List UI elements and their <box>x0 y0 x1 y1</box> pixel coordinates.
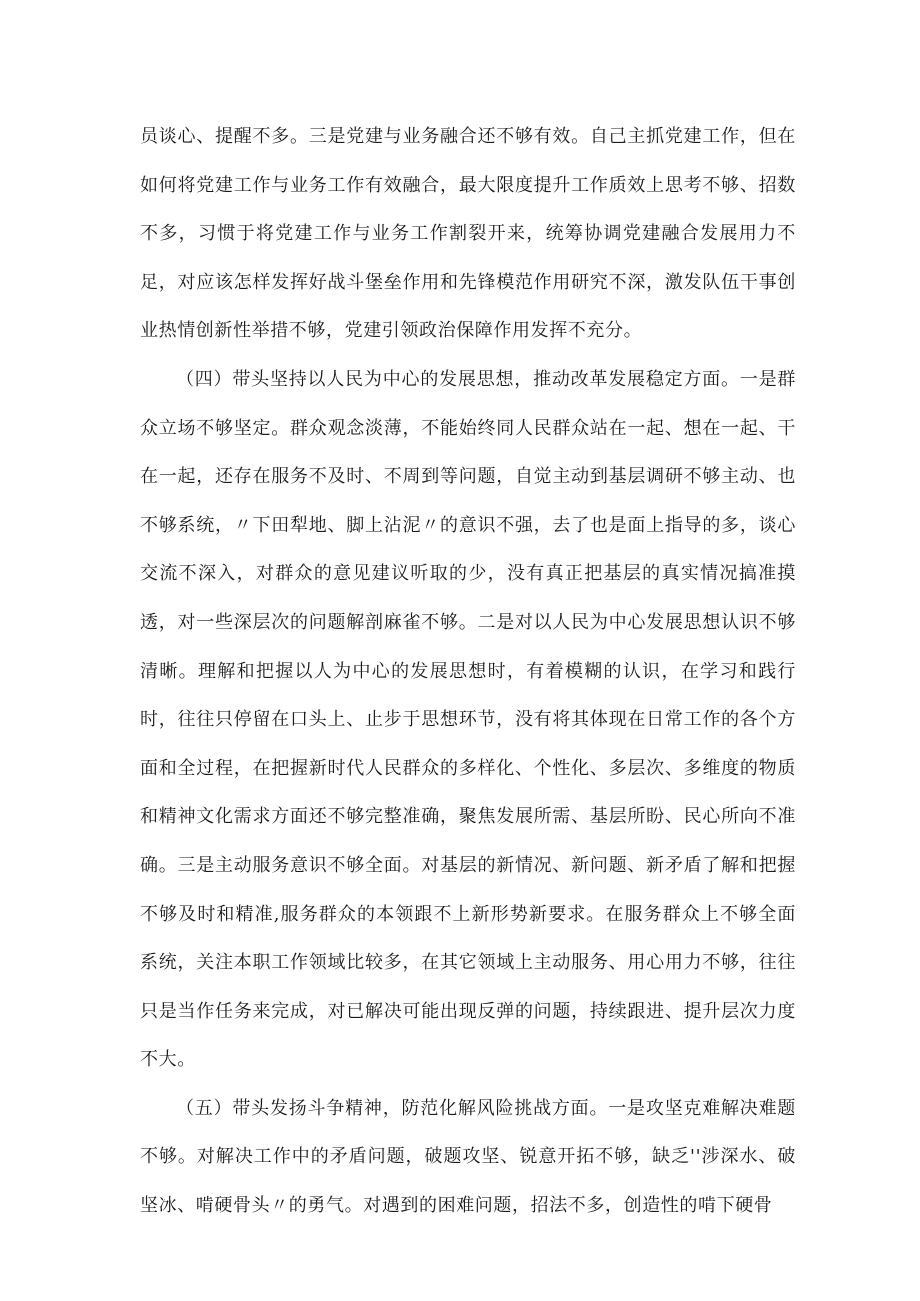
paragraph-fighting-spirit-risk-prevention: （五）带头发扬斗争精神，防范化解风险挑战方面。一是攻坚克难解决难题不够。对解决工作中的矛盾问题，破题攻坚、锐意开拓不够，缺乏''涉深水、破坚冰、啃硬骨头〃的勇气。对遇到的困难问题，招法不多，创造性的啃下硬骨 <box>140 1097 796 1217</box>
paragraph-party-building-integration: 员谈心、提醒不多。三是党建与业务融合还不够有效。自己主抓党建工作，但在如何将党建工作与业务工作有效融合，最大限度提升工作质效上思考不够、招数不多，习惯于将党建工作与业务工作割裂开来，统筹协调党建融合发展用力不足，对应该怎样发挥好战斗堡垒作用和先锋模范作用研究不深，激发队伍干事创业热情创新性举措不够，党建引领政治保障作用发挥不充分。 <box>140 126 796 342</box>
paragraph-people-centered-development: （四）带头坚持以人民为中心的发展思想，推动改革发展稳定方面。一是群众立场不够坚定。群众观念淡薄，不能始终同人民群众站在一起、想在一起、干在一起，还存在服务不及时、不周到等问题，自觉主动到基层调研不够主动、也不够系统，〃下田犁地、脚上沾泥〃的意识不强，去了也是面上指导的多，谈心交流不深入，对群众的意见建议听取的少，没有真正把基层的真实情况搞准摸透，对一些深层次的问题解剖麻雀不够。二是对以人民为中心发展思想认识不够清晰。理解和把握以人为中心的发展思想时，有着模糊的认识，在学习和践行时，往往只停留在口头上、止步于思想环节，没有将其体现在日常工作的各个方面和全过程，在把握新时代人民群众的多样化、个性化、多层次、多维度的物质和精神文化需求方面还不够完整准确，聚焦发展所需、基层所盼、民心所向不准确。三是主动服务意识不够全面。对基层的新情况、新问题、新矛盾了解和把握不够及时和精准,服务群众的本领跟不上新形势新要求。在服务群众上不够全面系统，关注本职工作领域比较多，在其它领域上主动服务、用心用力不够，往往只是当作任务来完成，对已解决可能出现反弹的问题，持续跟进、提升层次力度不大。 <box>140 368 796 1071</box>
document-body <box>140 113 796 1231</box>
